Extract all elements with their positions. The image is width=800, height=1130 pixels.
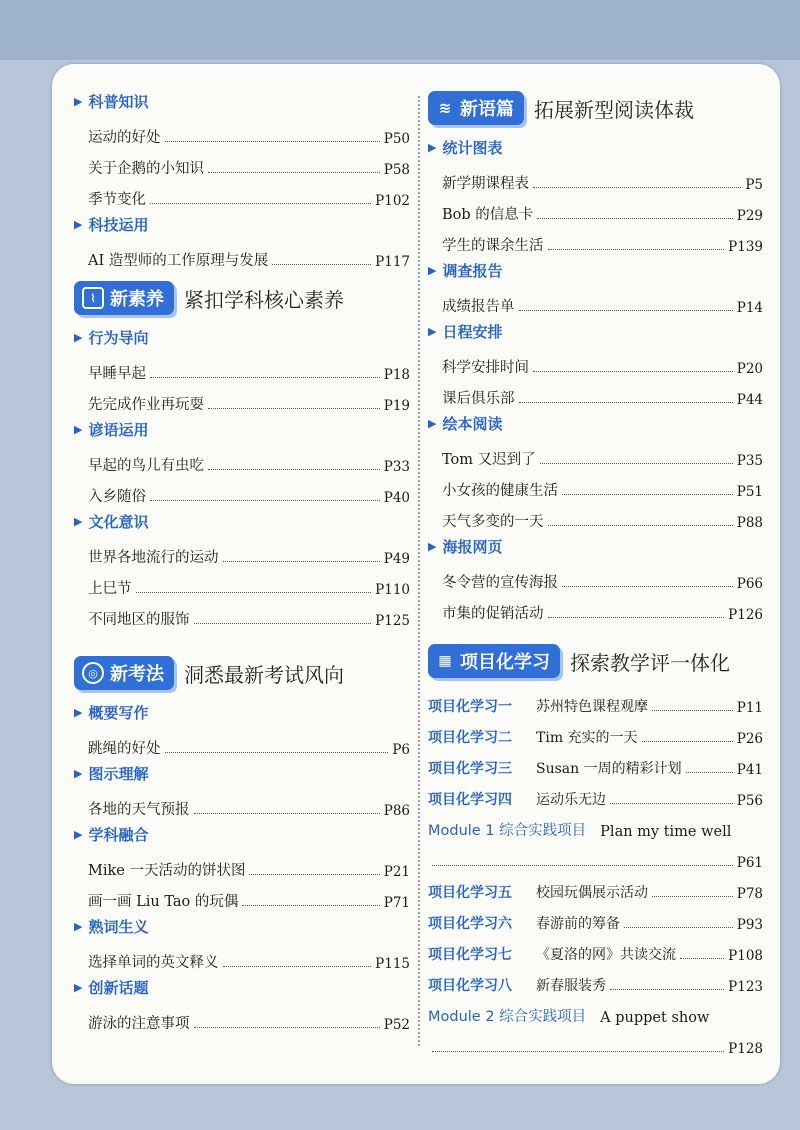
section-subtitle: 洞悉最新考试风向 [184,662,344,687]
entry-title: 关于企鹅的小知识 [88,161,204,177]
entry-title: 早睡早起 [88,366,146,382]
triangle-icon: ▶ [74,514,83,528]
left-top-list [74,86,410,270]
triangle-icon: ▶ [74,94,83,108]
dot-leader [533,371,733,372]
left-column [74,86,410,1033]
page-number: P49 [383,551,410,567]
triangle-icon: ▶ [74,766,83,780]
toc-entry[interactable] [74,1002,410,1033]
triangle-icon: ▶ [74,217,83,231]
dot-leader [272,264,371,265]
toc-entry[interactable] [428,193,763,224]
dot-leader [242,905,379,906]
page-number: P115 [375,956,410,972]
dot-leader [194,623,372,624]
page-number: P128 [728,1041,763,1057]
dot-leader [610,803,733,804]
entry-title: 课后俱乐部 [442,391,515,407]
category-name: 学科融合 [88,825,149,844]
top-background-band [0,0,800,60]
project-entry[interactable] [428,747,763,778]
entry-title: 入乡随俗 [88,489,146,505]
page-number: P19 [383,398,410,414]
project-entry[interactable] [428,902,763,933]
toc-entry[interactable] [428,346,763,377]
target-icon: ◎ [82,662,104,684]
project-label: 项目化学习八 [428,978,512,994]
page-number: P11 [736,700,763,716]
section-badge-label: 新素养 [110,289,164,310]
toc-entry[interactable] [428,285,763,316]
entry-title: Bob 的信息卡 [442,207,534,223]
entry-title: 画一画 Liu Tao 的玩偶 [88,894,239,910]
category-name: 图示理解 [88,764,149,783]
page-number: P51 [736,484,763,500]
dot-leader [432,1051,724,1052]
entry-title: 市集的促销活动 [442,606,544,622]
page-number: P56 [736,793,763,809]
triangle-icon: ▶ [428,416,437,430]
entry-title: 早起的鸟儿有虫吃 [88,458,204,474]
layers-icon: ≋ [438,99,452,117]
section-subtitle: 拓展新型阅读体裁 [534,97,694,122]
page-number: P117 [375,254,410,270]
category-header [74,972,410,1002]
project-entry[interactable] [428,871,763,902]
new-texts-list [428,132,763,623]
project-title: Susan 一周的精彩计划 [536,761,682,777]
dot-leader [652,896,733,897]
page-number: P50 [383,131,410,147]
page-number: P93 [736,917,763,933]
category-name: 熟词生义 [88,917,149,936]
entry-title: 学生的课余生活 [442,238,544,254]
section-subtitle: 探索教学评一体化 [570,650,730,675]
entry-title: 运动的好处 [88,130,161,146]
dot-leader [533,187,741,188]
entry-title: 季节变化 [88,192,146,208]
category-name: 文化意识 [88,512,149,531]
page-number: P123 [728,979,763,995]
dot-leader [432,865,733,866]
page-number: P126 [728,607,763,623]
entry-title: 新学期课程表 [442,176,529,192]
page-number: P52 [383,1017,410,1033]
dot-leader [624,927,733,928]
section-badge [74,656,174,690]
toc-entry[interactable] [74,239,410,270]
project-title: Tim 充实的一天 [536,730,638,746]
toc-entry[interactable] [74,941,410,972]
entry-title: 天气多变的一天 [442,514,544,530]
section-badge-label: 新语篇 [460,99,514,120]
project-label: 项目化学习四 [428,792,512,808]
category-header [428,132,763,162]
entry-title: 成绩报告单 [442,299,515,315]
category-name: 概要写作 [88,703,149,722]
category-header [74,819,410,849]
module-1-item[interactable] [428,809,763,871]
page-number: P14 [736,300,763,316]
dot-leader [562,586,733,587]
triangle-icon: ▶ [428,140,437,154]
dot-leader [540,463,733,464]
page-number: P6 [392,742,410,758]
dot-leader [223,966,372,967]
entry-title: 跳绳的好处 [88,741,161,757]
dot-leader [208,408,380,409]
toc-entry[interactable] [428,224,763,255]
category-name: 科技运用 [88,215,149,234]
section-header-new-exam [74,651,410,695]
dot-leader [610,989,724,990]
category-header [74,697,410,727]
project-title: 校园玩偶展示活动 [536,885,648,901]
entry-title: 先完成作业再玩耍 [88,397,204,413]
category-name: 海报网页 [442,537,503,556]
section-header-new-texts [428,86,763,130]
triangle-icon: ▶ [74,422,83,436]
page-number: P61 [736,855,763,871]
category-header [74,506,410,536]
toc-entry[interactable] [74,598,410,629]
new-literacy-list [74,322,410,629]
triangle-icon: ▶ [74,919,83,933]
page-number: P66 [736,576,763,592]
right-column [428,86,763,1057]
project-list-a [428,685,763,809]
category-name: 谚语运用 [88,420,149,439]
project-entry[interactable] [428,964,763,995]
entry-title: AI 造型师的工作原理与发展 [88,253,269,269]
category-header [74,414,410,444]
toc-entry[interactable] [428,162,763,193]
project-title: 新春服装秀 [536,978,606,994]
module-title: A puppet show [600,1010,710,1026]
toc-entry[interactable] [74,849,410,880]
toc-entry[interactable] [74,444,410,475]
dot-leader [165,141,380,142]
dot-leader [208,172,380,173]
dot-leader [680,958,724,959]
entry-title: 不同地区的服饰 [88,612,190,628]
triangle-icon: ▶ [428,324,437,338]
entry-title: Tom 又迟到了 [442,452,536,468]
page-number: P35 [736,453,763,469]
category-name: 绘本阅读 [442,414,503,433]
dot-leader [165,752,389,753]
page-number: P125 [375,613,410,629]
entry-title: 上巳节 [88,581,132,597]
entry-title: 各地的天气预报 [88,802,190,818]
toc-entry[interactable] [428,500,763,531]
triangle-icon: ▶ [74,330,83,344]
chart-icon: ⌇ [82,287,104,309]
section-badge [428,644,560,678]
project-entry[interactable] [428,685,763,716]
category-header [428,408,763,438]
toc-entry[interactable] [428,438,763,469]
grid-icon: ▦ [438,653,452,669]
category-header [74,322,410,352]
dot-leader [548,617,725,618]
module-title: Plan my time well [600,824,732,840]
entry-title: Mike 一天活动的饼状图 [88,863,246,879]
page-number: P110 [375,582,410,598]
triangle-icon: ▶ [74,827,83,841]
page-number: P33 [383,459,410,475]
page-number: P40 [383,490,410,506]
page-number: P44 [736,392,763,408]
dot-leader [249,874,379,875]
dot-leader [150,203,371,204]
dot-leader [223,561,380,562]
toc-entry[interactable] [74,880,410,911]
dot-leader [642,741,733,742]
page-number: P108 [728,948,763,964]
column-divider [418,96,420,1046]
toc-entry[interactable] [74,727,410,758]
category-name: 科普知识 [88,92,149,111]
toc-entry[interactable] [74,475,410,506]
category-header [74,911,410,941]
page-number: P5 [745,177,763,193]
toc-entry[interactable] [428,561,763,592]
dot-leader [562,494,733,495]
category-header [428,531,763,561]
page-number: P139 [728,239,763,255]
page-number: P20 [736,361,763,377]
dot-leader [208,469,380,470]
entry-title: 小女孩的健康生活 [442,483,558,499]
section-subtitle: 紧扣学科核心素养 [184,287,344,312]
category-header [428,255,763,285]
new-exam-list [74,697,410,1033]
toc-entry[interactable] [428,469,763,500]
toc-entry[interactable] [74,352,410,383]
dot-leader [519,402,733,403]
dot-leader [652,710,733,711]
project-label: 项目化学习三 [428,761,512,777]
entry-title: 世界各地流行的运动 [88,550,219,566]
toc-entry[interactable] [74,116,410,147]
toc-entry[interactable] [74,788,410,819]
project-label: 项目化学习二 [428,730,512,746]
category-header [74,86,410,116]
category-header [74,758,410,788]
section-badge [74,281,174,315]
page-number: P58 [383,162,410,178]
section-badge [428,91,524,125]
project-label: 项目化学习六 [428,916,512,932]
page-number: P78 [736,886,763,902]
dot-leader [548,525,733,526]
page-number: P41 [736,762,763,778]
module-label: Module 2 综合实践项目 [428,1009,587,1025]
entry-title: 科学安排时间 [442,360,529,376]
project-entry[interactable] [428,778,763,809]
dot-leader [537,218,732,219]
triangle-icon: ▶ [74,980,83,994]
page-number: P29 [736,208,763,224]
dot-leader [136,592,372,593]
toc-entry[interactable] [428,592,763,623]
entry-title: 选择单词的英文释义 [88,955,219,971]
section-header-new-literacy [74,276,410,320]
category-name: 创新话题 [88,978,149,997]
dot-leader [519,310,733,311]
page-number: P86 [383,803,410,819]
project-label: 项目化学习五 [428,885,512,901]
category-name: 行为导向 [88,328,149,347]
page-number: P71 [383,895,410,911]
category-header [428,316,763,346]
dot-leader [548,249,725,250]
dot-leader [194,813,380,814]
module-2-item[interactable] [428,995,763,1057]
project-title: 春游前的筹备 [536,916,620,932]
project-label: 项目化学习一 [428,699,512,715]
triangle-icon: ▶ [428,263,437,277]
project-entry[interactable] [428,933,763,964]
category-name: 调查报告 [442,261,503,280]
section-header-project-learning [428,639,763,683]
entry-title: 游泳的注意事项 [88,1016,190,1032]
category-name: 日程安排 [442,322,503,341]
section-badge-label: 项目化学习 [460,652,550,673]
toc-entry[interactable] [74,147,410,178]
triangle-icon: ▶ [428,539,437,553]
page-number: P102 [375,193,410,209]
toc-entry[interactable] [74,383,410,414]
dot-leader [686,772,733,773]
dot-leader [194,1027,380,1028]
page-number: P88 [736,515,763,531]
project-entry[interactable] [428,716,763,747]
entry-title: 冬令营的宣传海报 [442,575,558,591]
toc-entry[interactable] [428,377,763,408]
project-title: 《夏洛的网》共读交流 [536,947,676,963]
section-badge-label: 新考法 [110,664,164,685]
project-title: 苏州特色课程观摩 [536,699,648,715]
project-label: 项目化学习七 [428,947,512,963]
project-title: 运动乐无边 [536,792,606,808]
dot-leader [150,377,380,378]
page-number: P18 [383,367,410,383]
toc-entry[interactable] [74,536,410,567]
dot-leader [150,500,380,501]
page-number: P21 [383,864,410,880]
module-label: Module 1 综合实践项目 [428,823,587,839]
project-list-b [428,871,763,995]
triangle-icon: ▶ [74,705,83,719]
page-number: P26 [736,731,763,747]
category-header [74,209,410,239]
toc-entry[interactable] [74,567,410,598]
category-name: 统计图表 [442,138,503,157]
toc-entry[interactable] [74,178,410,209]
